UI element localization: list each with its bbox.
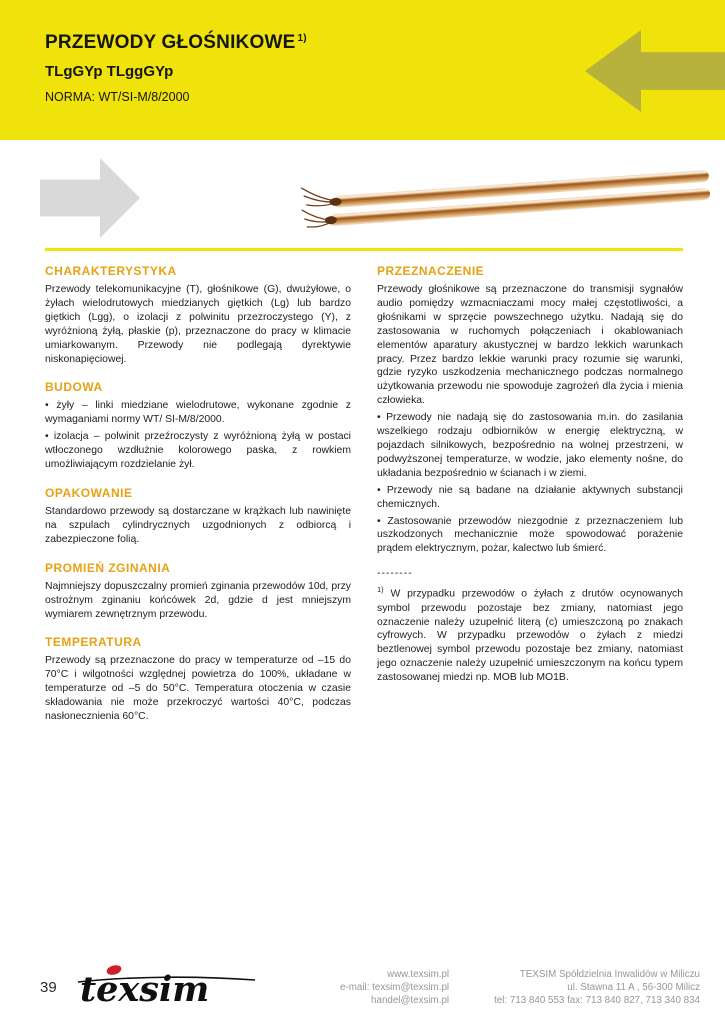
- page-footer: [40, 960, 700, 1014]
- footnote-marker: 1): [377, 585, 384, 595]
- footnote-text: W przypadku przewodów o żyłach z drutów ocynowanych symbol przewodu pozostaje bez zmiany, natomiast jego oznaczenie należy uzupełnić literą (c) umieszczoną po znakach cyfrowych. W przypadku przewodów o żyłach z miedzi beztlenowej symbol przewodu pozostaje bez zmiany, natomiast jego oznaczenie należy uzupełnić umieszczonym na końcu typem zastosowanej miedzi np. MOB lub MO1B.: [377, 588, 683, 684]
- footer-company-name: TEXSIM Spółdzielnia Inwalidów w Miliczu: [519, 968, 700, 980]
- bullet-paragraph: • Przewody nie nadają się do zastosowania m.in. do zasilania wszelkiego rodzaju odbiorników w energię elektryczną, w pojazdach silnikowych, bezpośrednio na wolnej przestrzeni, w podwyższonej temperaturze, w wodzie, jako elementy nośne, do układania bezpośrednio w ścianach i w ziemi.: [377, 412, 683, 479]
- page-number: 39: [40, 978, 57, 996]
- texsim-logo: [74, 961, 259, 1013]
- section-heading-charakterystyka: CHARAKTERYSTYKA: [45, 264, 177, 278]
- section-heading-opakowanie: OPAKOWANIE: [45, 485, 133, 500]
- bullet-paragraph: • Przewody nie są badane na działanie aktywnych substancji chemicznych.: [377, 484, 683, 510]
- bullet-paragraph: • żyły – linki miedziane wielodrutowe, wykonane zgodnie z wymaganiami normy WT/ SI-M/8/2000.: [45, 400, 351, 426]
- bullet-paragraph: • Zastosowanie przewodów niezgodnie z przeznaczeniem lub uszkodzonych mechanicznie może spowodować porażenie prądem elektrycznym, pożar, kalectwo lub śmierć.: [377, 515, 683, 555]
- footer-company-address: ul. Stawna 11 A , 56-300 Milicz: [567, 981, 700, 993]
- footer-email-2: handel@texsim.pl: [371, 994, 450, 1006]
- paragraph: Najmniejszy dopuszczalny promień zginania przewodów 10d, przy ostrożnym zginaniu końcówek 2d, gdzie d jest mniejszym wymiarem zewnętrznym przewodu.: [45, 580, 351, 620]
- speaker-cable-photo: [300, 156, 710, 246]
- left-column: [45, 264, 351, 727]
- norm-label: NORMA: WT/SI-M/8/2000: [45, 90, 190, 104]
- divider-rule: [45, 248, 683, 251]
- right-arrow-icon: [40, 158, 140, 238]
- paragraph: Przewody głośnikowe są przeznaczone do transmisji sygnałów audio pomiędzy wzmacniaczami mocy małej częstotliwości, a głośnikami w sprzęcie powszechnego użytku. Nadają się do zastosowania w ruchomych połączeniach i okablowaniach elementów aparatury akustycznej w bardzo lekkich warunkach pracy. Przez bardzo lekkie warunki pracy rozumie się warunki, gdzie ryzyko uszkodzenia mechanicznego podczas normalnego użytkowania przewodu nie spowoduje zagrożeń dla życia i mienia człowieka.: [377, 284, 683, 407]
- paragraph: Standardowo przewody są dostarczane w krążkach lub nawinięte na szpulach cylindrycznych uzgodnionych z odbiorcą i zabezpieczone folią.: [45, 505, 351, 545]
- footer-contact-block: [340, 968, 449, 1007]
- right-column: [377, 264, 683, 727]
- section-heading-temperatura: TEMPERATURA: [45, 635, 142, 650]
- section-heading-budowa: BUDOWA: [45, 380, 103, 395]
- content-columns: [45, 264, 683, 727]
- footnote-separator: --------: [377, 568, 413, 580]
- footer-company-block: [494, 968, 700, 1007]
- section-heading-przeznaczenie: PRZEZNACZENIE: [377, 264, 485, 278]
- product-codes: TLgGYp TLggGYp: [45, 63, 174, 80]
- paragraph: Przewody telekomunikacyjne (T), głośnikowe (G), dwużyłowe, o żyłach wielodrutowych miedzianych giętkich (Lg) lub bardzo giętkich (Lgg), o izolacji z polwinitu przezroczystego (Y), z wyróżnioną żyłą, płaskie (p), przeznaczone do pracy w klimacie umiarkowanym. Przewody nie podlegają dyrektywie niskonapięciowej.: [45, 284, 351, 365]
- header-band: [0, 0, 725, 140]
- footer-email: e-mail: texsim@texsim.pl: [340, 981, 450, 993]
- page-title-text: PRZEWODY GŁOŚNIKOWE: [45, 32, 296, 53]
- footnote: [377, 583, 683, 685]
- bullet-paragraph: • izolacja – polwinit przeźroczysty z wyróżnioną żyłą w postaci wtłoczonego wzdłużnie kolorowego paska, z rowkiem umożliwiającym rozdzielanie żył.: [45, 431, 351, 471]
- footer-company-phone: tel: 713 840 553 fax: 713 840 827, 713 340 834: [494, 994, 700, 1006]
- section-heading-promien-zginania: PROMIEŃ ZGINANIA: [45, 560, 171, 575]
- title-footnote-ref: 1): [297, 32, 307, 44]
- footer-website: www.texsim.pl: [387, 968, 450, 980]
- paragraph: Przewody są przeznaczone do pracy w temperaturze od –15 do 70°C i wilgotności względnej powietrza do 100%, układane w temperaturze od –5 do 50°C. Temperatura otoczenia w czasie składowania nie może przekroczyć wartości 40°C, podczas nasłonecznienia 60°C.: [45, 655, 351, 723]
- logo-text: texsim: [80, 969, 210, 1010]
